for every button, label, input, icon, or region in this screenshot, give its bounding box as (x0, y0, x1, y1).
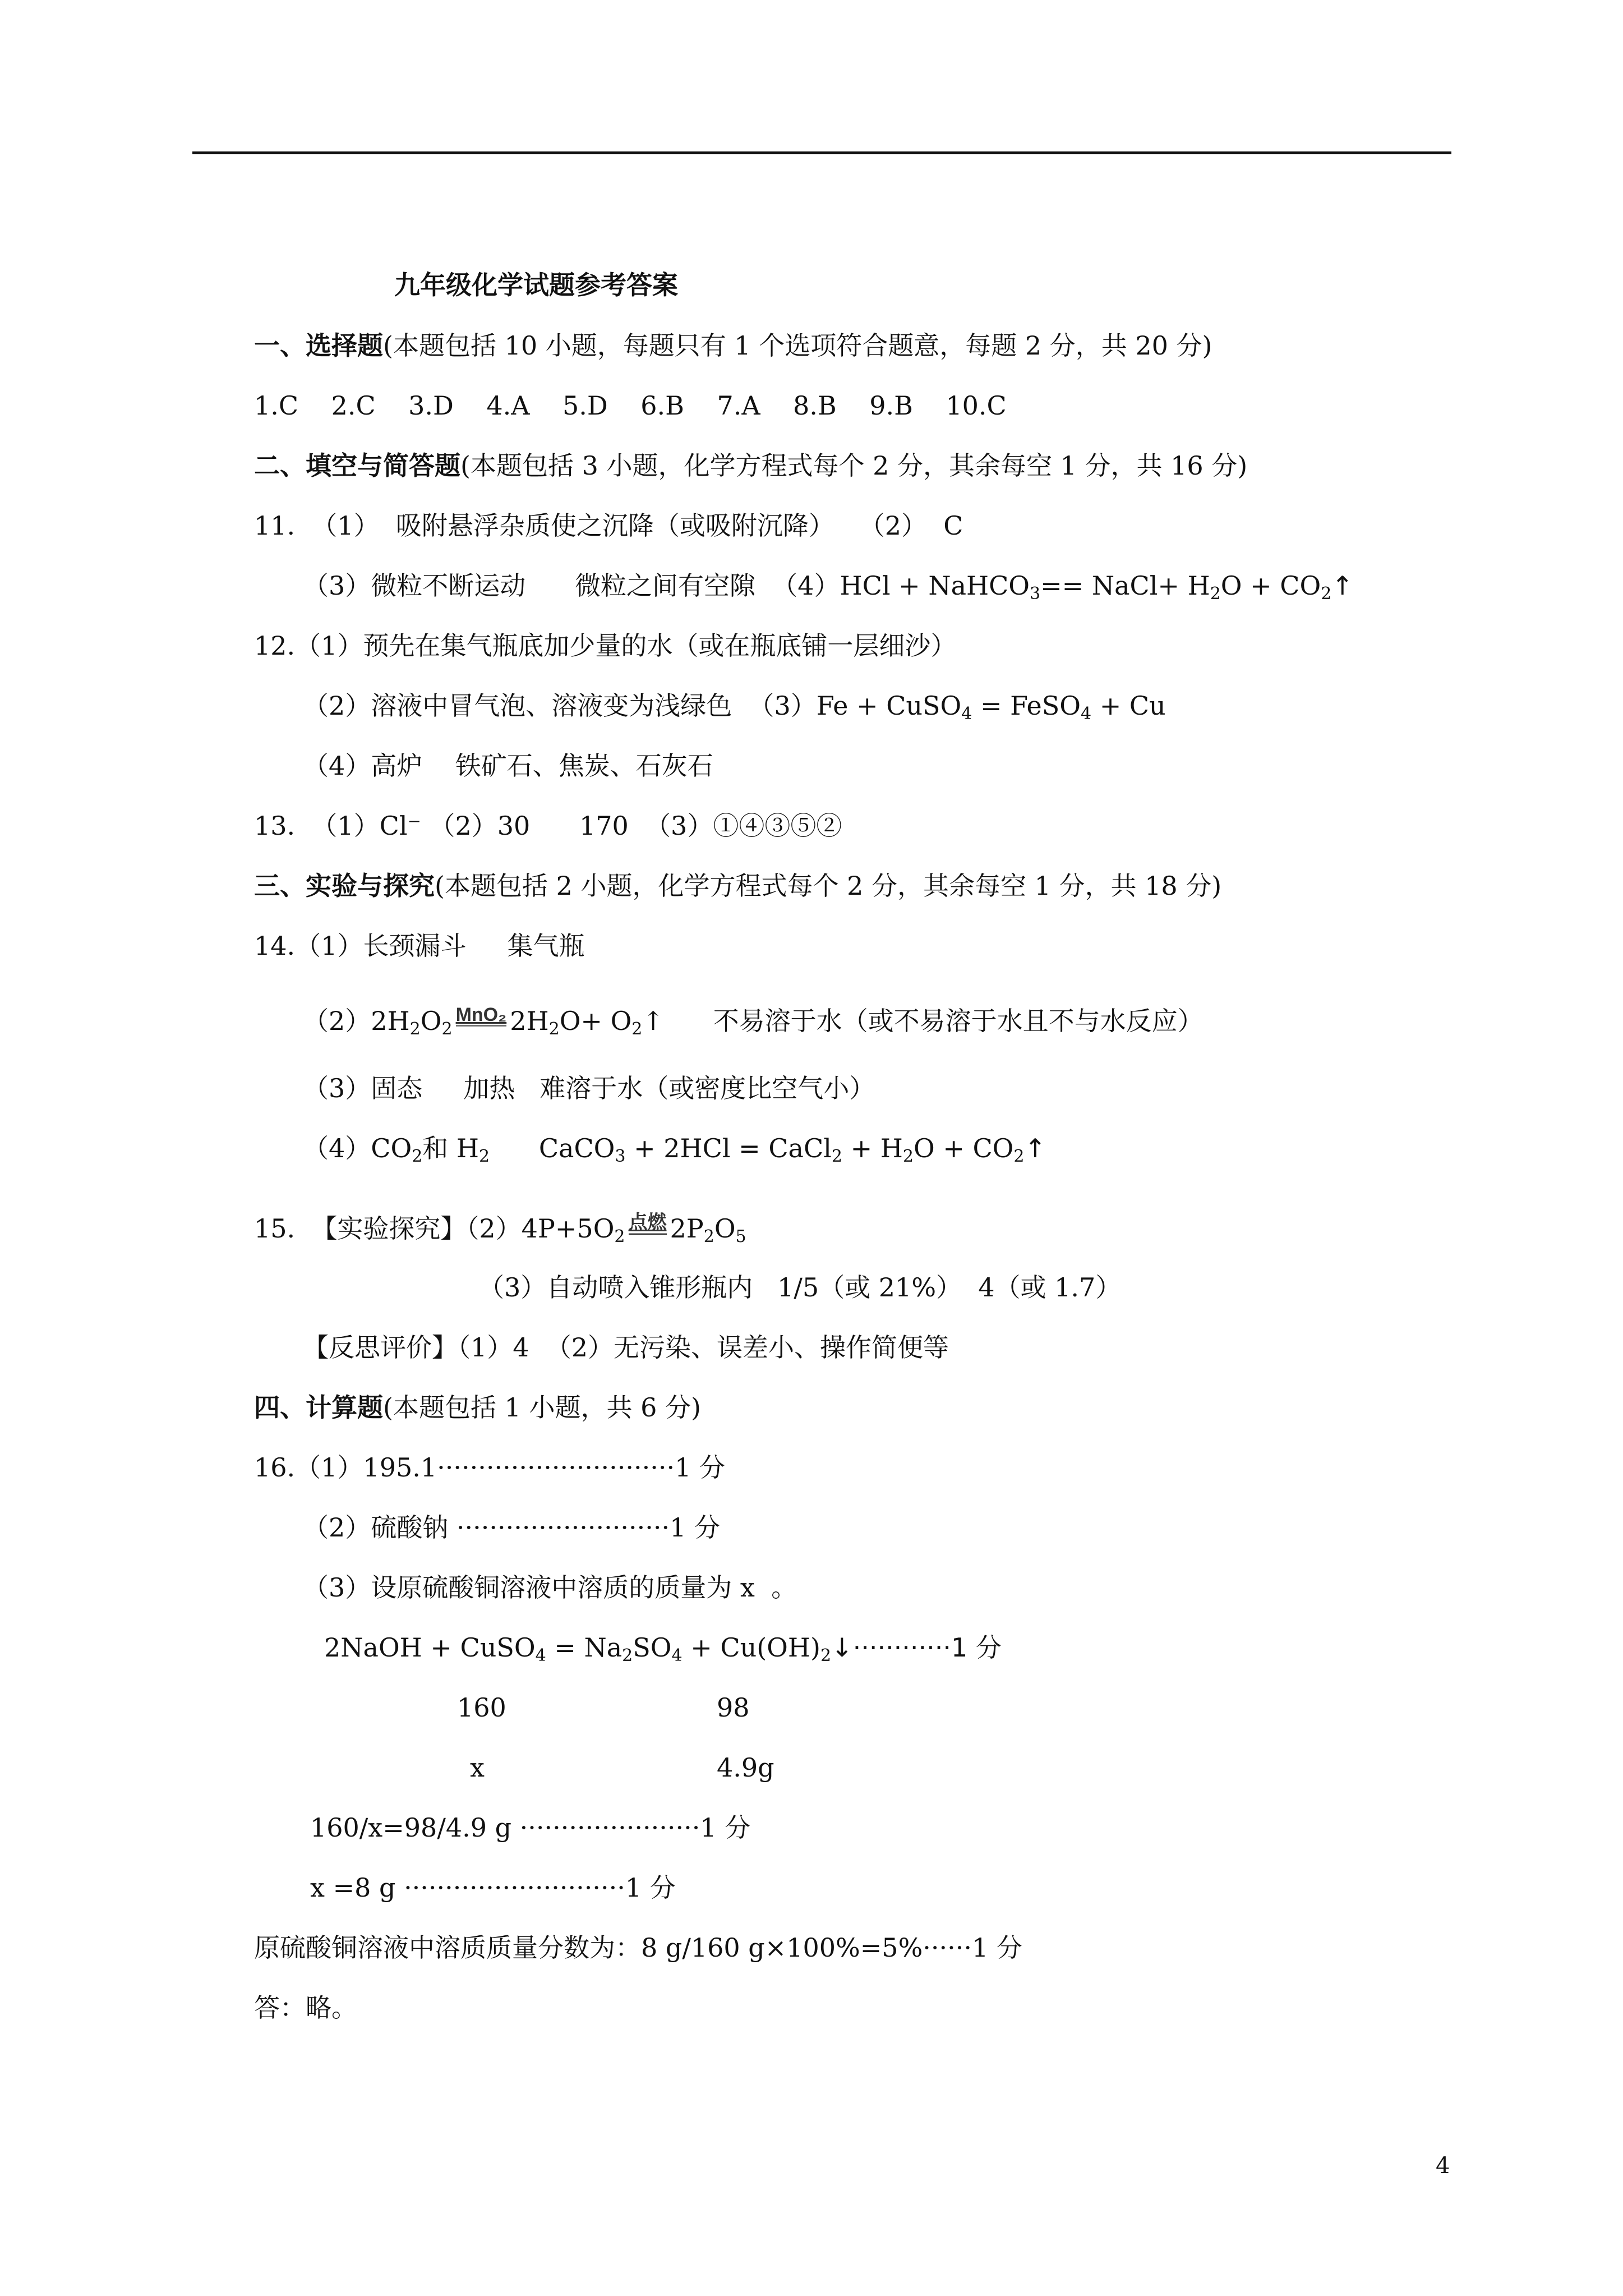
up-arrow-icon: ↑ (1024, 1133, 1046, 1163)
q11-part-b: == NaCl+ H (1040, 570, 1210, 601)
sub: 3 (615, 1147, 626, 1166)
q14-eq-mid2: O+ O (559, 1006, 632, 1036)
q15-l1post2: O (714, 1213, 736, 1244)
equal-bar (456, 1025, 507, 1027)
q13-line-1: 13. （1）Cl⁻ （2）30 170 （3）①④③⑤② (254, 811, 842, 841)
section-1-note: (本题包括 10 小题，每题只有 1 个选项符合题意，每题 2 分，共 20 分) (383, 330, 1212, 361)
q14-l4b: 和 H (422, 1133, 479, 1163)
sub: 3 (1030, 584, 1041, 604)
q16-fraction: 原硫酸铜溶液中溶质质量分数为：8 g/160 g×100%=5%······1 分 (254, 1932, 1022, 1963)
q16-line-3: （3）设原硫酸铜溶液中溶质的质量为 x 。 (303, 1572, 797, 1603)
section-2-heading (254, 449, 1247, 482)
sub: 4 (1080, 704, 1092, 724)
q11-part-a: （3）微粒不断运动 微粒之间有空隙 （4）HCl + NaHCO (303, 570, 1030, 601)
q14-line-4 (303, 1131, 1046, 1165)
sub: 2 (409, 1019, 421, 1039)
section-3-head: 三、实验与探究 (254, 871, 435, 901)
q16-equation (324, 1631, 1002, 1664)
up-arrow-icon: ↑ (1331, 570, 1353, 601)
q14-line-1: 14.（1）长颈漏斗 集气瓶 (254, 931, 585, 961)
page-number: 4 (1436, 2153, 1450, 2179)
q14-line-3: （3）固态 加热 难溶于水（或密度比空气小） (303, 1073, 875, 1103)
reaction-condition (456, 1005, 507, 1027)
q14-eq-mid: 2H (510, 1006, 549, 1036)
q14-l4f: O + CO (913, 1133, 1014, 1163)
sub: 2 (479, 1147, 490, 1166)
choice-answers: 1.C 2.C 3.D 4.A 5.D 6.B 7.A 8.B 9.B 10.C (254, 390, 1007, 421)
section-4-heading (254, 1391, 701, 1424)
equal-bar (629, 1233, 667, 1235)
q15-line-3: 【反思评价】（1）4 （2）无污染、误差小、操作简便等 (303, 1332, 949, 1363)
q16-proportion: 160/x=98/4.9 g ······················1 分 (310, 1812, 751, 1843)
q14-line-2 (303, 1004, 1204, 1038)
sub: 4 (671, 1646, 683, 1665)
section-1-heading (254, 329, 1212, 362)
q15-l1post: 2P (670, 1213, 704, 1244)
q16-l4d: + Cu(OH) (682, 1632, 820, 1663)
q15-line-1 (254, 1212, 746, 1245)
sub: 2 (703, 1227, 714, 1246)
q14-l4c: CaCO (490, 1133, 615, 1163)
section-4-note: (本题包括 1 小题，共 6 分) (383, 1392, 701, 1423)
q16-l4b: = Na (546, 1632, 623, 1663)
q14-l4a: （4）CO (303, 1133, 412, 1163)
sub: 4 (535, 1646, 546, 1665)
q16-mass-98: 98 (717, 1692, 750, 1723)
q16-known-mass: 4.9g (717, 1752, 774, 1783)
header-rule (192, 151, 1451, 154)
section-3-note: (本题包括 2 小题，化学方程式每个 2 分，其余每空 1 分，共 18 分) (435, 871, 1222, 901)
sub: 2 (622, 1646, 633, 1665)
sub-o: O (420, 1006, 442, 1036)
q11-line-2 (303, 569, 1353, 602)
ignite-label: 点燃 (628, 1212, 667, 1233)
section-3-heading (254, 869, 1221, 903)
q16-l4a: 2NaOH + CuSO (324, 1632, 536, 1663)
q11-line-1: 11. （1） 吸附悬浮杂质使之沉降（或吸附沉降） （2） C (254, 510, 963, 541)
section-2-head: 二、填空与简答题 (254, 450, 460, 481)
q14-l4d: + 2HCl = CaCl (625, 1133, 832, 1163)
q16-line-1: 16.（1）195.1·····························1 分 (254, 1452, 726, 1483)
section-2-note: (本题包括 3 小题，化学方程式每个 2 分，其余每空 1 分，共 16 分) (460, 450, 1248, 481)
sub: 2 (1210, 584, 1221, 604)
q16-line-2: （2）硫酸钠 ··························1 分 (303, 1512, 720, 1543)
sub: 2 (1321, 584, 1332, 604)
sub: 2 (441, 1019, 453, 1039)
sub: 2 (820, 1646, 832, 1665)
down-arrow-icon: ↓············1 分 (831, 1632, 1002, 1663)
section-4-head: 四、计算题 (254, 1392, 383, 1423)
sub: 2 (548, 1019, 560, 1039)
catalyst-label: MnO₂ (455, 1004, 507, 1025)
q15-line-2: （3）自动喷入锥形瓶内 1/5（或 21%） 4（或 1.7） (478, 1272, 1122, 1303)
q16-mass-160: 160 (457, 1692, 506, 1723)
sub: 2 (902, 1147, 914, 1166)
q14-eq-post: ↑ 不易溶于水（或不易溶于水且不与水反应） (642, 1006, 1204, 1036)
q14-l4e: + H (842, 1133, 903, 1163)
q16-result: x =8 g ···························1 分 (310, 1872, 676, 1903)
q16-l4c: SO (633, 1632, 672, 1663)
sub: 2 (614, 1227, 625, 1246)
q15-l1pre: 15. 【实验探究】（2）4P+5O (254, 1213, 615, 1244)
page-title: 九年级化学试题参考答案 (394, 270, 678, 300)
sub: 2 (831, 1147, 842, 1166)
q16-unknown-x: x (470, 1752, 485, 1783)
sub: 2 (412, 1147, 423, 1166)
q12-part-b: = FeSO (972, 691, 1081, 721)
sub: 5 (735, 1227, 746, 1246)
q12-line-3: （4）高炉 铁矿石、焦炭、石灰石 (303, 751, 713, 781)
sub: 4 (961, 704, 972, 724)
sub: 2 (631, 1019, 643, 1039)
reaction-condition (629, 1213, 667, 1235)
section-1-head: 一、选择题 (254, 330, 383, 361)
sub: 2 (1013, 1147, 1025, 1166)
q14-eq-pre: （2）2H (303, 1006, 410, 1036)
q11-part-c: O + CO (1220, 570, 1321, 601)
q12-part-c: + Cu (1091, 691, 1166, 721)
q12-line-1: 12.（1）预先在集气瓶底加少量的水（或在瓶底铺一层细沙） (254, 631, 957, 661)
q12-part-a: （2）溶液中冒气泡、溶液变为浅绿色 （3）Fe + CuSO (303, 691, 962, 721)
q12-line-2 (303, 689, 1166, 723)
q16-answer: 答：略。 (254, 1993, 357, 2023)
